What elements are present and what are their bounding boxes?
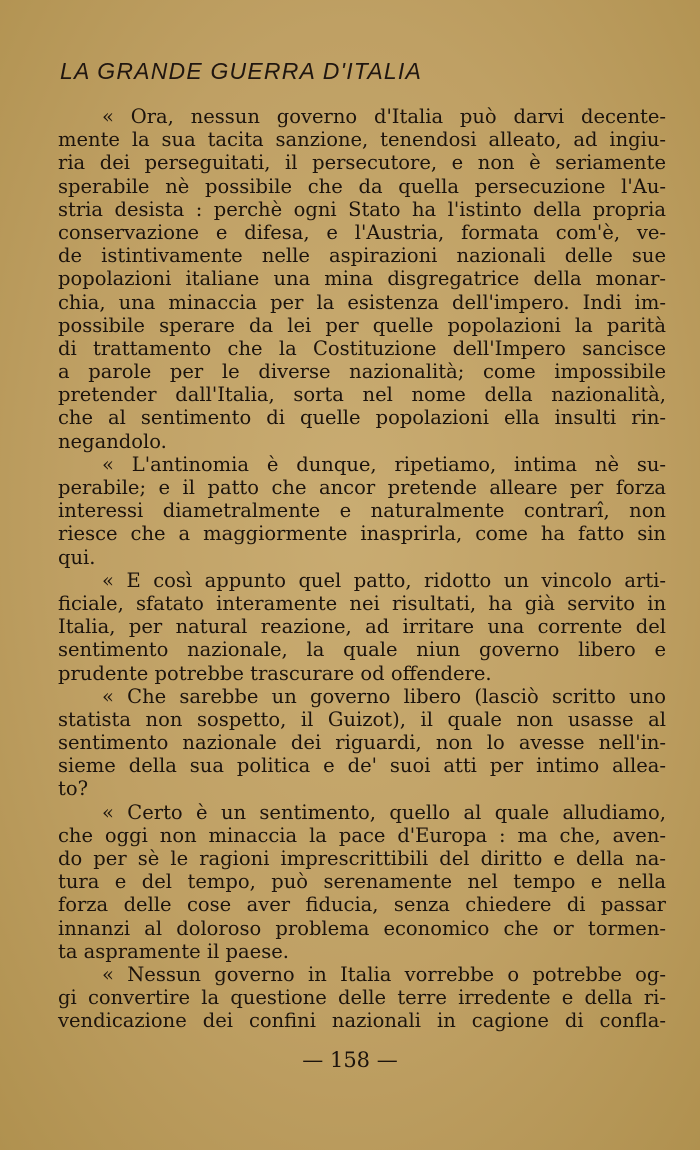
text-line: possibile sperare da lei per quelle popolazioni la parità [58, 313, 666, 337]
text-line: a parole per le diverse nazionalità; come impossibile [58, 360, 666, 384]
text-line: pretender dall'Italia, sorta nel nome della nazionalità, [58, 383, 666, 407]
text-line: di trattamento che la Costituzione dell'Impero sancisce [58, 336, 666, 360]
text-line: qui. [58, 545, 96, 569]
text-line: innanzi al doloroso problema economico che or tormen- [58, 916, 666, 940]
page-number: — 158 — [302, 1048, 398, 1072]
text-line: statista non sospetto, il Guizot), il quale non usasse al [58, 707, 666, 731]
body-text [58, 105, 666, 1033]
paragraph [58, 569, 666, 685]
text-line: ta aspramente il paese. [58, 939, 289, 963]
text-line: Italia, per natural reazione, ad irritare una corrente del [58, 615, 666, 639]
text-line: gi convertire la questione delle terre irredente e della ri- [58, 986, 666, 1010]
text-line: perabile; e il patto che ancor pretende alleare per forza [58, 476, 666, 499]
text-line: « Che sarebbe un governo libero (lasciò scritto uno [102, 684, 666, 708]
text-line: sieme della sua politica e de' suoi atti per intimo allea- [58, 754, 666, 778]
text-line: conservazione e difesa, e l'Austria, formata com'è, ve- [58, 220, 666, 244]
text-line: vendicazione dei confini nazionali in cagione di confla- [58, 1009, 666, 1033]
text-line: riesce che a maggiormente inasprirla, come ha fatto sin [58, 522, 666, 546]
paragraph [58, 685, 666, 801]
paragraph [58, 963, 666, 1033]
text-line: « Nessun governo in Italia vorrebbe o potrebbe og- [102, 962, 666, 986]
text-line: do per sè le ragioni imprescrittibili del diritto e della na- [58, 847, 666, 870]
text-line: popolazioni italiane una mina disgregatrice della monar- [58, 267, 666, 291]
text-line: mente la sua tacita sanzione, tenendosi alleato, ad ingiu- [58, 128, 666, 152]
text-line: « Ora, nessun governo d'Italia può darvi decente- [102, 105, 666, 128]
text-line: interessi diametralmente e naturalmente contrarî, non [58, 499, 666, 523]
text-line: negandolo. [58, 429, 167, 453]
text-line: « L'antinomia è dunque, ripetiamo, intima nè su- [102, 452, 666, 476]
paragraph [58, 105, 666, 453]
text-line: forza delle cose aver fiducia, senza chiedere di passar [58, 893, 666, 917]
text-line: stria desista : perchè ogni Stato ha l'istinto della propria [58, 197, 666, 221]
text-line: sentimento nazionale dei riguardi, non lo avesse nell'in- [58, 731, 666, 755]
text-line: to? [58, 777, 89, 801]
running-head: LA GRANDE GUERRA D'ITALIA [60, 58, 422, 84]
text-line: prudente potrebbe trascurare od offendere. [58, 661, 492, 685]
text-line: che oggi non minaccia la pace d'Europa : ma che, aven- [58, 823, 666, 847]
text-line: sentimento nazionale, la quale niun governo libero e [58, 638, 666, 662]
text-line: ficiale, sfatato interamente nei risultati, ha già servito in [58, 591, 666, 615]
text-line: « Certo è un sentimento, quello al quale alludiamo, [102, 800, 666, 824]
text-line: de istintivamente nelle aspirazioni nazionali delle sue [58, 244, 666, 268]
text-line: tura e del tempo, può serenamente nel tempo e nella [58, 870, 666, 894]
paragraph [58, 453, 666, 569]
text-line: chia, una minaccia per la esistenza dell'impero. Indi im- [58, 290, 666, 314]
text-line: « E così appunto quel patto, ridotto un vincolo arti- [102, 568, 666, 592]
paragraph [58, 801, 666, 963]
text-line: ria dei perseguitati, il persecutore, e non è seriamente [58, 151, 666, 175]
text-line: che al sentimento di quelle popolazioni ella insulti rin- [58, 406, 666, 430]
text-line: sperabile nè possibile che da quella persecuzione l'Au- [58, 174, 666, 198]
